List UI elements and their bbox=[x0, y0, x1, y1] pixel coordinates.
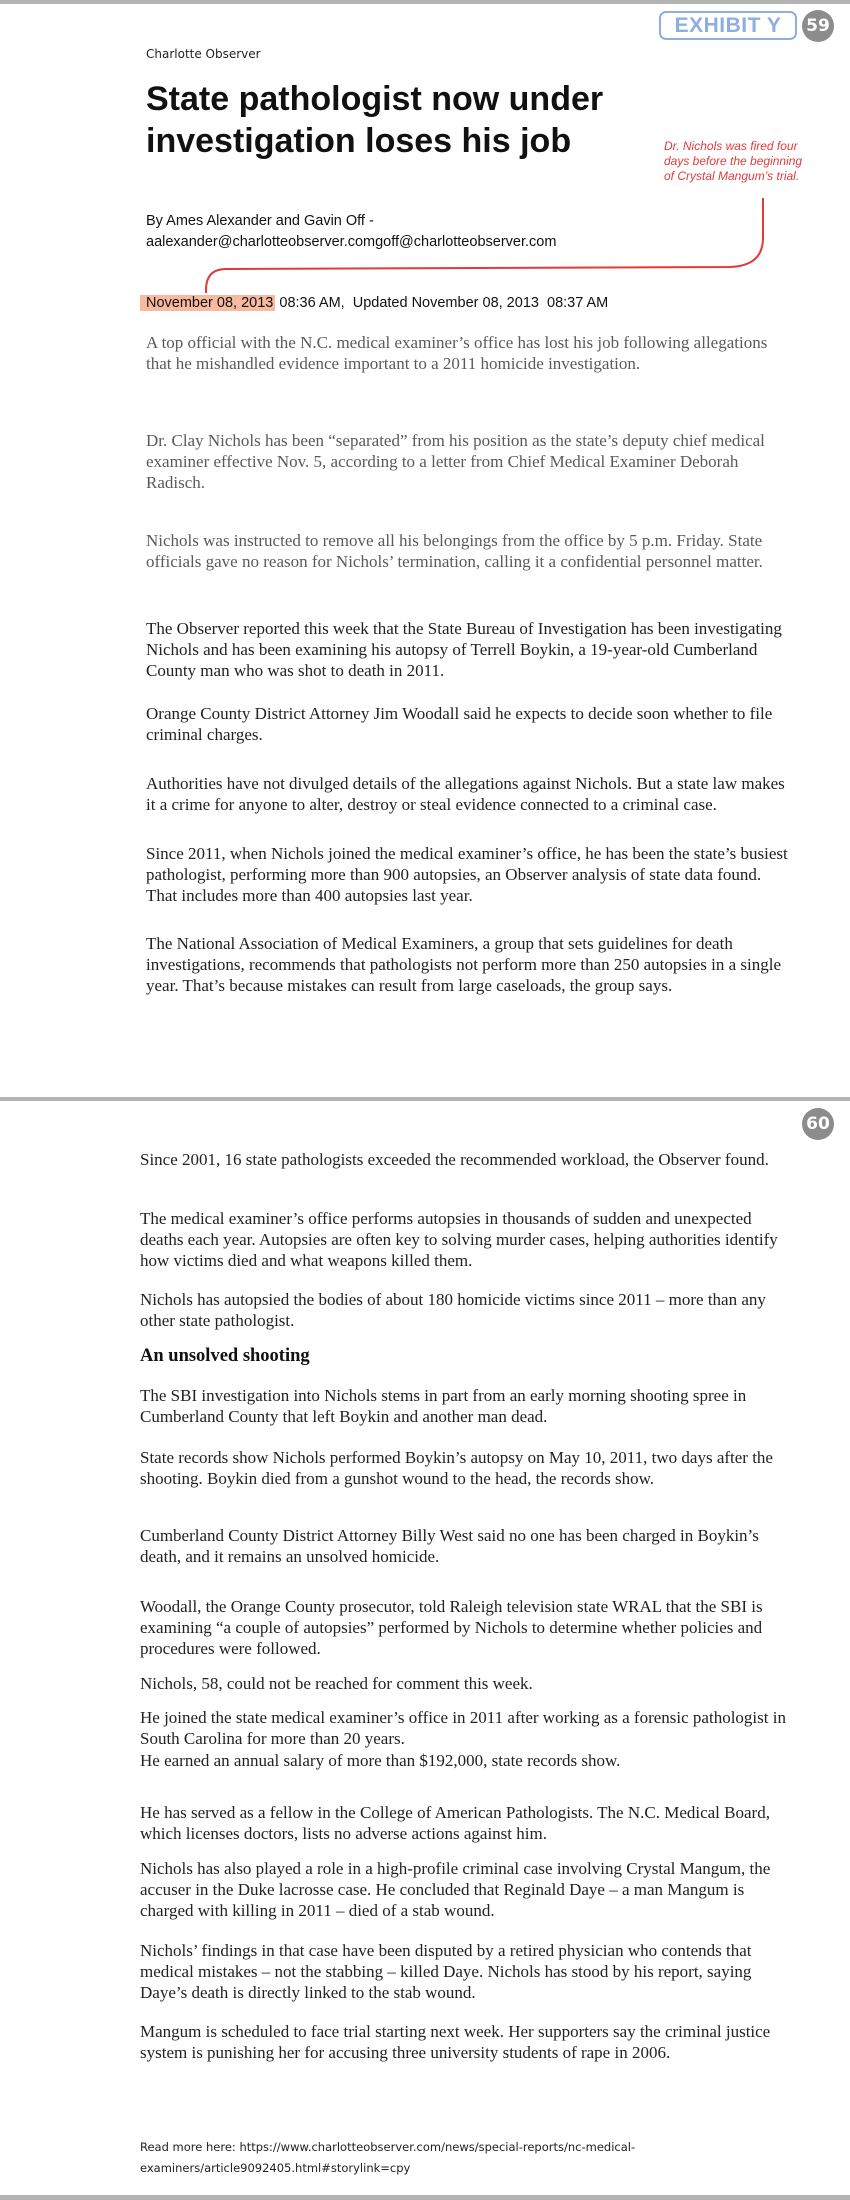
paragraph: The SBI investigation into Nichols stems in part from an early morning shooting spree in Cumberland County that left Boykin and another man dead. bbox=[140, 1386, 747, 1426]
dateline bbox=[146, 292, 608, 314]
paragraph: He joined the state medical examiner’s office in 2011 after working as a forensic pathologist in South Carolina for more than 20 years. bbox=[140, 1708, 786, 1748]
paragraph: Orange County District Attorney Jim Woodall said he expects to decide soon whether to file criminal charges. bbox=[146, 704, 773, 744]
page-divider bbox=[0, 1097, 850, 1101]
paragraph: Nichols’ findings in that case have been disputed by a retired physician who contends that medical mistakes – not the stabbing – killed Daye. Nichols has stood by his report, saying Daye’s death is directly linked to the stab wound. bbox=[140, 1941, 752, 2002]
paragraph: Mangum is scheduled to face trial starting next week. Her supporters say the criminal justice system is punishing her for accusing three university students of rape in 2006. bbox=[140, 2022, 771, 2062]
paragraph: The Observer reported this week that the State Bureau of Investigation has been investigating Nichols and has been examining his autopsy of Terrell Boykin, a 19-year-old Cumberland County man who was shot to death in 2011. bbox=[146, 619, 782, 680]
page-number-badge: 59 bbox=[802, 10, 834, 42]
publication-name: Charlotte Observer bbox=[146, 47, 261, 61]
page-top-border bbox=[0, 0, 850, 4]
paragraph: State records show Nichols performed Boykin’s autopsy on May 10, 2011, two days after the shooting. Boykin died from a gunshot wound to the head, the records show. bbox=[140, 1448, 773, 1488]
paragraph: A top official with the N.C. medical examiner’s office has lost his job following allegations that he mishandled evidence important to a 2011 homicide investigation. bbox=[146, 333, 768, 373]
paragraph: Since 2011, when Nichols joined the medical examiner’s office, he has been the state’s busiest pathologist, performing more than 900 autopsies, an Observer analysis of state data found. That includes more than 400 autopsies last year. bbox=[146, 844, 788, 905]
paragraph: The National Association of Medical Examiners, a group that sets guidelines for death investigations, recommends that pathologists not perform more than 250 autopsies in a single year. That’s because mistakes can result from large caseloads, the group says. bbox=[146, 934, 782, 995]
byline-emails: aalexander@charlotteobserver.comgoff@charlotteobserver.com bbox=[146, 234, 557, 250]
paragraph: Nichols has also played a role in a high-profile criminal case involving Crystal Mangum, the accuser in the Duke lacrosse case. He concluded that Reginald Daye – a man Mangum is charged with killing in 2011 – died of a stab wound. bbox=[140, 1859, 771, 1920]
paragraph: The medical examiner’s office performs autopsies in thousands of sudden and unexpected deaths each year. Autopsies are often key to solving murder cases, helping authorities identify how victims died and what weapons killed them. bbox=[140, 1209, 778, 1270]
article-title: State pathologist now under investigation loses his job bbox=[146, 80, 604, 160]
paragraph: Nichols was instructed to remove all his belongings from the office by 5 p.m. Friday. State officials gave no reason for Nichols’ termination, calling it a confidential personnel matter. bbox=[146, 531, 763, 571]
paragraph: Dr. Clay Nichols has been “separated” from his position as the state’s deputy chief medical examiner effective Nov. 5, according to a letter from Chief Medical Examiner Deborah Radisch. bbox=[146, 431, 765, 492]
page-number-badge: 60 bbox=[802, 1108, 834, 1140]
paragraph: Nichols, 58, could not be reached for comment this week. bbox=[140, 1674, 533, 1693]
paragraph: Cumberland County District Attorney Billy West said no one has been charged in Boykin’s death, and it remains an unsolved homicide. bbox=[140, 1526, 759, 1566]
byline bbox=[146, 211, 556, 253]
date-rest: 08:36 AM, Updated November 08, 2013 08:37 AM bbox=[275, 295, 609, 311]
read-more-link[interactable]: Read more here: https://www.charlotteobserver.com/news/special-reports/nc-medical-examiners/article9092405.html#storylink=cpy bbox=[140, 2140, 636, 2175]
paragraph: Woodall, the Orange County prosecutor, told Raleigh television state WRAL that the SBI is examining “a couple of autopsies” performed by Nichols to determine whether policies and procedures were followed. bbox=[140, 1597, 763, 1658]
annotation-note: Dr. Nichols was fired four days before the beginning of Crystal Mangum’s trial. bbox=[664, 139, 803, 183]
paragraph: Nichols has autopsied the bodies of about 180 homicide victims since 2011 – more than any other state pathologist. bbox=[140, 1290, 766, 1330]
byline-authors: By Ames Alexander and Gavin Off - bbox=[146, 213, 374, 229]
paragraph: He has served as a fellow in the College of American Pathologists. The N.C. Medical Board, which licenses doctors, lists no adverse actions against him. bbox=[140, 1803, 770, 1843]
exhibit-stamp: EXHIBIT Y bbox=[659, 11, 797, 40]
paragraph: Authorities have not divulged details of the allegations against Nichols. But a state law makes it a crime for anyone to alter, destroy or steal evidence connected to a criminal case. bbox=[146, 774, 785, 814]
paragraph: He earned an annual salary of more than $192,000, state records show. bbox=[140, 1751, 621, 1770]
paragraph: Since 2001, 16 state pathologists exceeded the recommended workload, the Observer found. bbox=[140, 1150, 769, 1169]
highlighted-date: November 08, 2013 bbox=[140, 295, 275, 311]
page-bottom-border bbox=[0, 2195, 850, 2200]
subheading: An unsolved shooting bbox=[140, 1346, 310, 1366]
